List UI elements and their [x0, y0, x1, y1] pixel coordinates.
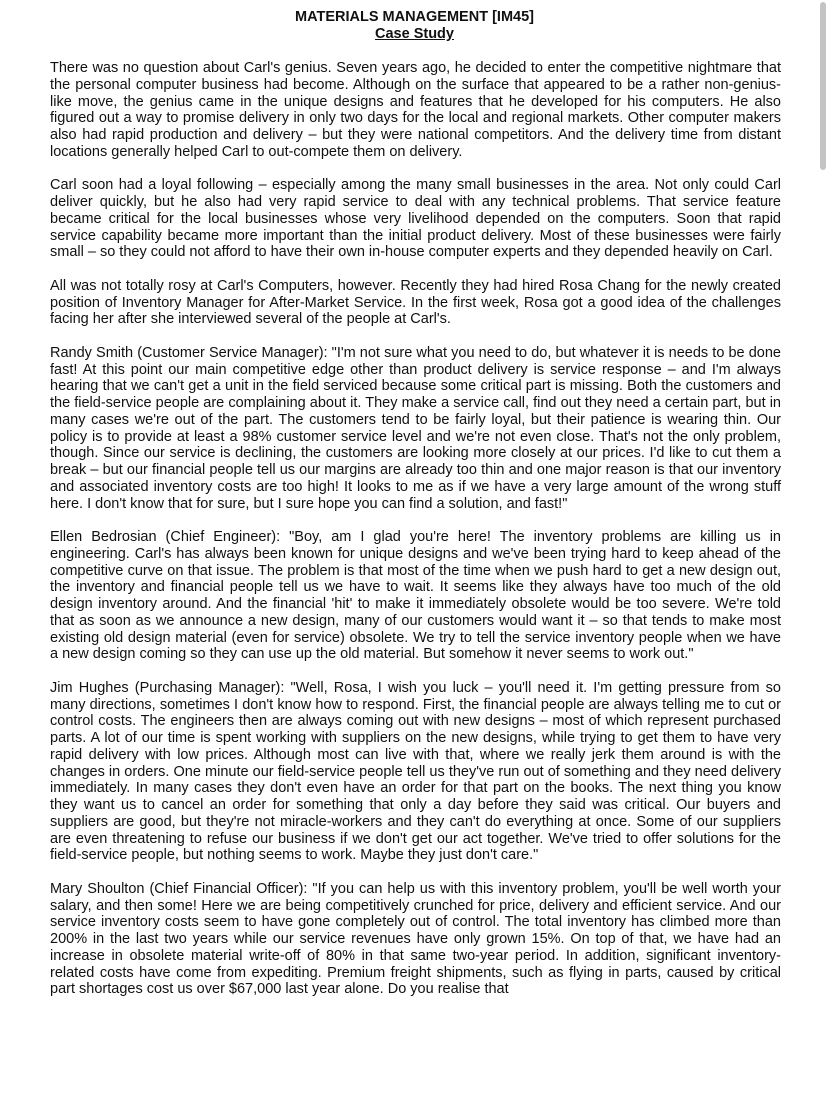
document-subtitle: Case Study [375, 26, 454, 42]
paragraph-jim-hughes: Jim Hughes (Purchasing Manager): "Well, Rosa, I wish you luck – you'll need it. I'm getting pressure from so many directions, sometimes I don't know how to respond. First, the financial people are always telling me to cut or control costs. The engineers then are always coming out with new designs – most of which represent purchased parts. A lot of our time is spent working with suppliers on the new designs, while trying to get them to have very rapid delivery with low prices. Although most can live with that, where we really jerk them around is with the changes in orders. One minute our field-service people tell us they've run out of something and they need delivery immediately. In many cases they don't even have an order for that part on the books. The next thing you know they want us to cancel an order for something that only a day before they said was critical. Our buyers and suppliers are good, but they're not miracle-workers and they can't do everything at once. Some of our suppliers are even threatening to refuse our business if we don't get our act together. We've tried to offer solutions for the field-service people, but nothing seems to work. Maybe they just don't care." [50, 679, 781, 864]
paragraph-loyal-following: Carl soon had a loyal following – especially among the many small businesses in the area. Not only could Carl deliver quickly, but he also had very rapid service to deal with any technical problems. That service feature became critical for the local businesses whose very livelihood depended on the computers. Soon that rapid service capability became more important than the initial product delivery. Most of these businesses were fairly small – so they could not afford to have their own in-house computer experts and they depended heavily on Carl. [50, 177, 781, 261]
paragraph-mary-shoulton: Mary Shoulton (Chief Financial Officer): "If you can help us with this inventory problem, you'll be well worth your salary, and then some! Here we are being competitively crunched for price, delivery and efficient service. And our service inventory costs seem to have gone completely out of control. The total inventory has climbed more than 200% in the last two years while our service revenues have only grown 15%. On top of that, we have had an increase in obsolete material write-off of 80% in that same two-year period. In addition, significant inventory-related costs have come from expediting. Premium freight shipments, such as flying in parts, caused by critical part shortages cost us over $67,000 last year alone. Do you realise that [50, 880, 781, 998]
scrollbar-thumb[interactable] [820, 2, 826, 170]
paragraph-rosa-chang: All was not totally rosy at Carl's Computers, however. Recently they had hired Rosa Chang for the newly created position of Inventory Manager for After-Market Service. In the first week, Rosa got a good idea of the challenges facing her after she interviewed several of the people at Carl's. [50, 277, 781, 328]
document-header [0, 9, 829, 43]
paragraph-intro: There was no question about Carl's genius. Seven years ago, he decided to enter the competitive nightmare that the personal computer business had become. Although on the surface that appeared to be a rather non-genius-like move, the genius came in the unique designs and features that he developed for his computers. He also figured out a way to promise delivery in only two days for the local and regional markets. Other computer makers also had rapid production and delivery – but they were national competitors. And the delivery time from distant locations generally helped Carl to out-compete them on delivery. [50, 60, 781, 160]
document-body [50, 60, 781, 1015]
paragraph-randy-smith: Randy Smith (Customer Service Manager): "I'm not sure what you need to do, but whatever it is needs to be done fast! At this point our main competitive edge other than product delivery is service response – and I'm always hearing that we can't get a unit in the field serviced because some critical part is missing. Both the customers and the field-service people are complaining about it. They make a service call, find out they need a certain part, but in many cases we're out of the part. The customers tend to be fairly loyal, but their patience is wearing thin. Our policy is to provide at least a 98% customer service level and we're not even close. That's not the only problem, though. Since our service is declining, the customers are looking more closely at our prices. I'd like to cut them a break – but our financial people tell us our margins are already too thin and one major reason is that our inventory and associated inventory costs are too high! It looks to me as if we have a very large amount of the wrong stuff here. I don't know that for sure, but I sure hope you can find a solution, and fast!" [50, 344, 781, 512]
paragraph-ellen-bedrosian: Ellen Bedrosian (Chief Engineer): "Boy, am I glad you're here! The inventory problems are killing us in engineering. Carl's has always been known for unique designs and we've been trying hard to keep ahead of the competitive curve on that issue. The problem is that most of the time when we push hard to get a new design out, the inventory and financial people tell us we have to wait. It seems like they always have too much of the old design inventory around. And the financial 'hit' to make it immediately obsolete would be too severe. We're told that as soon as we announce a new design, many of our customers would want it – so that tends to make most existing old design material (even for service) obsolete. We try to tell the service inventory people when we have a new design coming so they can use up the old material. But somehow it never seems to work out." [50, 529, 781, 663]
document-title: MATERIALS MANAGEMENT [IM45] [295, 9, 534, 25]
vertical-scrollbar[interactable] [817, 0, 829, 1110]
